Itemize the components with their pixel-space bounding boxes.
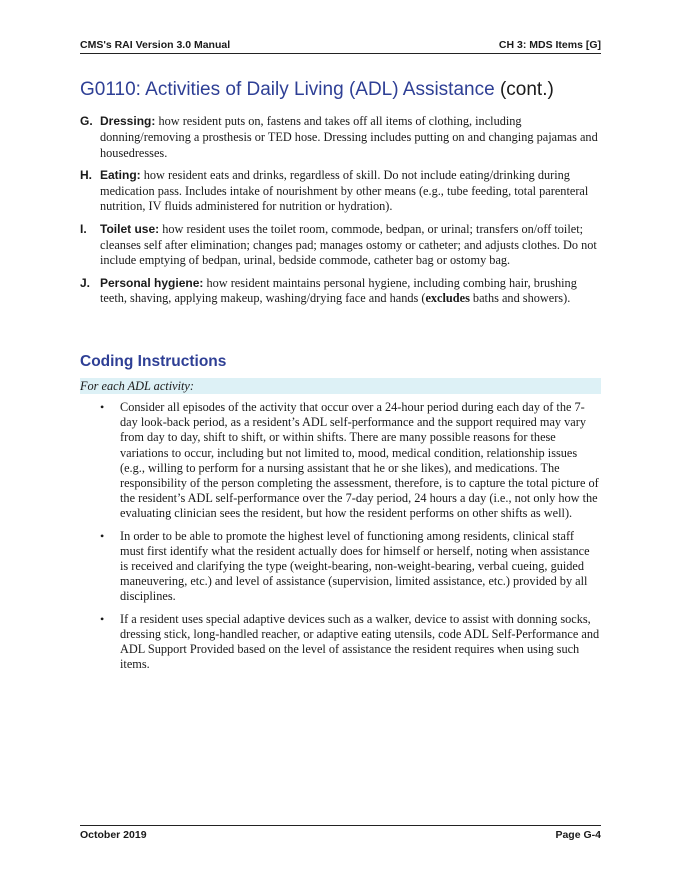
item-text-after: baths and showers). bbox=[469, 291, 571, 306]
bullet-text: If a resident uses special adaptive devices such as a walker, device to assist with donning socks, dressing stick, long-handled reacher, or adaptive eating utensils, code ADL Self-Performance and ADL Support Provided based on the level of assistance the resident requires when using such items. bbox=[120, 611, 600, 672]
adl-item-dressing bbox=[80, 114, 601, 161]
item-letter: G. bbox=[80, 114, 93, 128]
page-title-suffix: (cont.) bbox=[499, 79, 554, 100]
item-letter: I. bbox=[80, 221, 87, 236]
item-letter: H. bbox=[80, 167, 92, 182]
item-term: Personal hygiene: bbox=[100, 275, 204, 290]
bullet-text: Consider all episodes of the activity that occur over a 24-hour period during each day of the 7-day look-back period, as a resident’s ADL self-performance and the support required may vary from day to day, shift to shift, or within shifts. There are many possible reasons for these variations to occur, including but not limited to, mood, medical condition, relationship issues (e.g., willing to perform for a nursing assistant that he or she likes), and medications. The responsibility of the person completing the assessment, therefore, is to capture the total picture of the resident’s ADL self-performance over the 7-day period, 24 hours a day (i.e., not only how the evaluating clinician sees the resident, but how the resident performs on other shifts as well). bbox=[120, 400, 599, 521]
page-title bbox=[80, 78, 601, 102]
item-text: how resident maintains personal hygiene, including combing hair, brushing teeth, shaving, applying makeup, washing/drying face and hands ( bbox=[100, 275, 577, 306]
item-text-bold: excludes bbox=[425, 291, 470, 306]
document-page bbox=[80, 0, 601, 880]
coding-bullet bbox=[100, 400, 600, 522]
item-letter: J. bbox=[80, 275, 91, 290]
bullet-icon: • bbox=[100, 400, 105, 414]
adl-item-toilet-use bbox=[80, 222, 601, 269]
coding-instructions-heading: Coding Instructions bbox=[80, 353, 227, 370]
item-term: Dressing: bbox=[100, 114, 156, 128]
item-term: Toilet use: bbox=[100, 221, 160, 236]
bullet-icon: • bbox=[100, 528, 105, 543]
coding-bullet-list bbox=[100, 400, 600, 679]
adl-item-eating bbox=[80, 168, 601, 215]
item-text: how resident eats and drinks, regardless of skill. Do not include eating/drinking during medication pass. Includes intake of nourishment by other means (e.g., tube feeding, total parenteral nutrition, IV fluids administered for nutrition or hydration). bbox=[100, 167, 589, 214]
header-chapter: CH 3: MDS Items [G] bbox=[498, 39, 601, 51]
coding-bullet bbox=[100, 529, 600, 605]
page-title-main: G0110: Activities of Daily Living (ADL) Assistance bbox=[80, 79, 495, 100]
page-footer bbox=[80, 825, 601, 842]
item-text: how resident puts on, fastens and takes off all items of clothing, including donning/removing a prosthesis or TED hose. Dressing includes putting on and changing pajamas and housedresses. bbox=[100, 114, 598, 160]
bullet-text: In order to be able to promote the highest level of functioning among residents, clinical staff must first identify what the resident actually does for himself or herself, noting when assistance is received and clarifying the type (weight-bearing, non-weight-bearing, verbal cueing, guided maneuvering, etc.) and level of assistance (supervision, limited assistance, etc.) provided by all disciplines. bbox=[120, 528, 590, 604]
page-header bbox=[80, 39, 601, 54]
adl-item-personal-hygiene bbox=[80, 276, 601, 308]
item-term: Eating: bbox=[100, 167, 141, 182]
header-manual-title: CMS's RAI Version 3.0 Manual bbox=[80, 39, 231, 51]
coding-bullet bbox=[100, 612, 600, 673]
bullet-icon: • bbox=[100, 611, 105, 626]
coding-intro: For each ADL activity: bbox=[80, 378, 601, 394]
footer-date: October 2019 bbox=[80, 829, 147, 841]
item-text: how resident uses the toilet room, commode, bedpan, or urinal; transfers on/off toilet; cleanses self after elimination; changes pad; manages ostomy or catheter; and adjusts clothes. Do not include emptying of bedpan, urinal, bedside commode, catheter bag or ostomy bag. bbox=[100, 221, 597, 268]
adl-item-list bbox=[80, 114, 601, 314]
footer-page-number: Page G-4 bbox=[555, 829, 601, 841]
